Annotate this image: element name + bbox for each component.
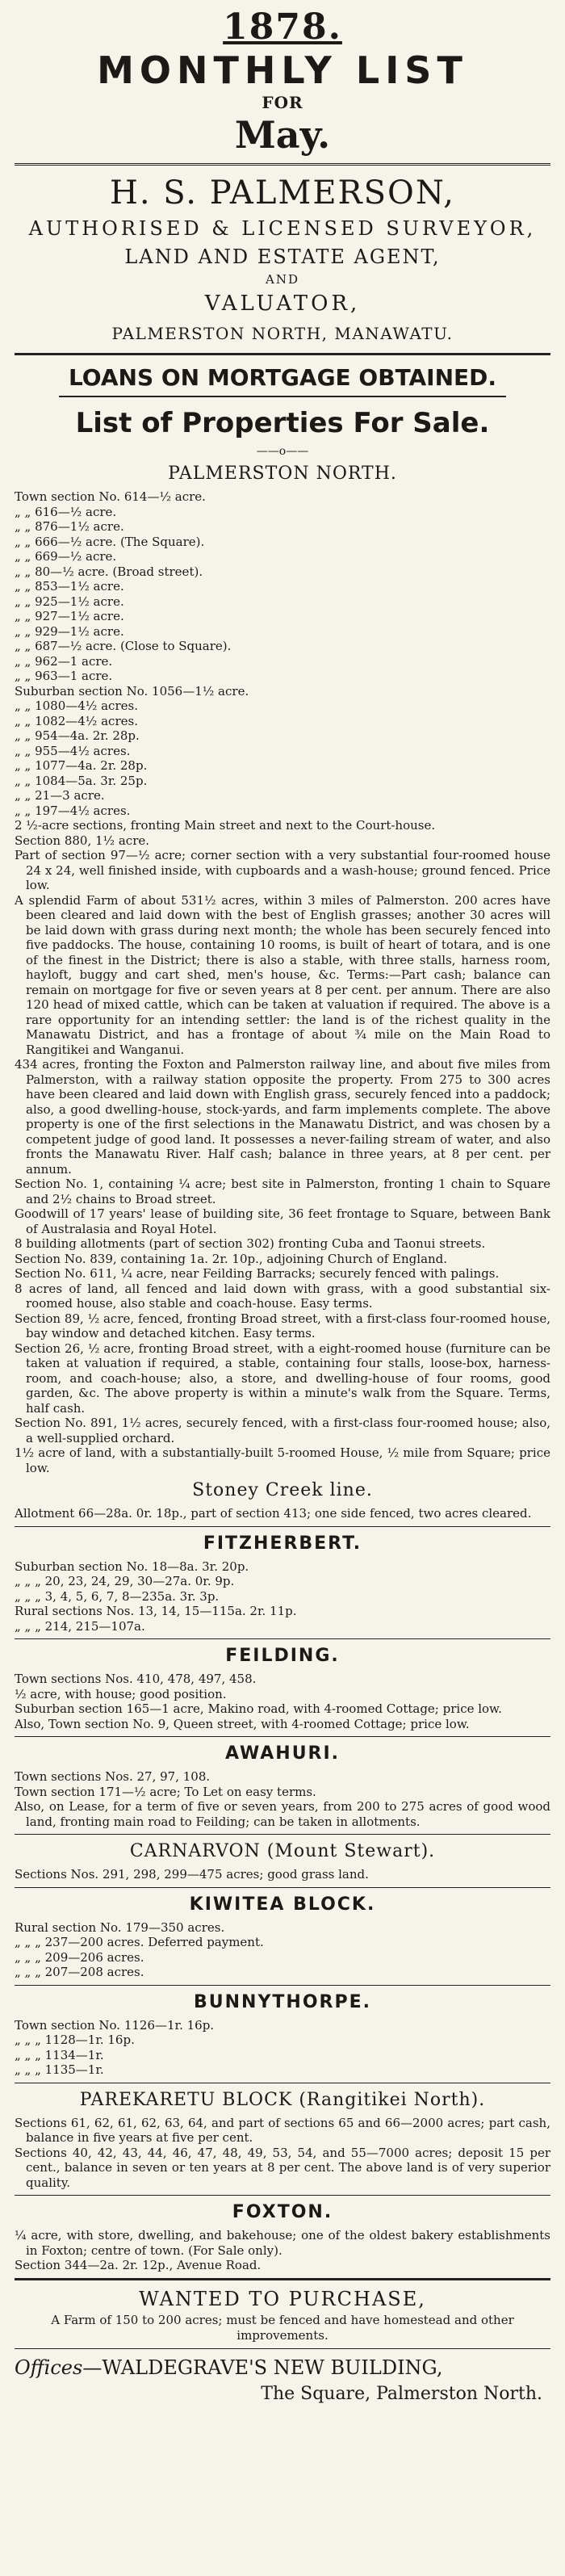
- list-item: „ „ 1082—4½ acres.: [15, 713, 138, 728]
- foxton-heading: FOXTON.: [232, 2202, 333, 2222]
- listing-paragraph: Allotment 66—28a. 0r. 18p., part of section 413; one side fenced, two acres cleared.: [15, 1506, 532, 1521]
- list-item: Also, Town section No. 9, Queen street, with 4-roomed Cottage; price low.: [15, 1716, 470, 1731]
- parekaretu-list: [15, 2116, 550, 2191]
- bunnythorpe-list: [15, 2018, 550, 2078]
- agent-land: LAND AND ESTATE AGENT,: [124, 245, 441, 268]
- ornament: ——o——: [256, 445, 309, 458]
- list-item: Town section No. 1126—1r. 16p.: [15, 2017, 215, 2033]
- listing-paragraph: 1½ acre of land, with a substantially-built 5-roomed House, ½ mile from Square; price low.: [15, 1445, 550, 1475]
- listing-paragraph: Section No. 611, ¼ acre, near Feilding Barracks; securely fenced with palings.: [15, 1266, 500, 1281]
- listing-paragraph: Section 26, ½ acre, fronting Broad street, with a eight-roomed house (furniture can be taken at valuation if required, a stable, containing four stalls, loose-box, harness-room, and coach-house; also, a store, and dwelling-house of four rooms, good garden, &c. The above property is within a minute's walk from the Square. Terms, half cash.: [15, 1340, 550, 1416]
- list-item: „ „ „ 1135—1r.: [15, 2062, 104, 2077]
- listing-paragraph: Sections 61, 62, 61, 62, 63, 64, and part of sections 65 and 66—2000 acres; part cash, balance in five years at five per cent.: [15, 2115, 550, 2145]
- wanted-text: A Farm of 150 to 200 acres; must be fenced and have homestead and other improvements.: [51, 2312, 514, 2343]
- list-item: „ „ 687—½ acre. (Close to Square).: [15, 639, 232, 653]
- list-item: „ „ „ 209—206 acres.: [15, 1949, 144, 1965]
- list-item: „ „ 927—1½ acre.: [15, 609, 124, 623]
- list-item: Suburban section No. 18—8a. 3r. 20p.: [15, 1559, 249, 1574]
- divider: [15, 1736, 550, 1737]
- kiwitea-heading: KIWITEA BLOCK.: [189, 1894, 376, 1915]
- palmerston-listings: [15, 818, 550, 1475]
- awahuri-heading: AWAHURI.: [224, 1743, 341, 1764]
- listing-paragraph: Section No. 1, containing ¼ acre; best site in Palmerston, fronting 1 chain to Square and 2½ chains to Broad street.: [15, 1177, 550, 1206]
- listing-paragraph: Sections Nos. 291, 298, 299—475 acres; good grass land.: [15, 1867, 369, 1882]
- list-item: Town section 171—½ acre; To Let on easy terms.: [15, 1784, 316, 1799]
- list-item: „ „ 962—1 acre.: [15, 653, 113, 669]
- list-item: „ „ „ 3, 4, 5, 6, 7, 8—235a. 3r. 3p.: [15, 1588, 220, 1604]
- offices-building: —WALDEGRAVE'S NEW BUILDING,: [82, 2356, 443, 2379]
- offices-address: The Square, Palmerston North.: [261, 2383, 542, 2404]
- list-item: ½ acre, with house; good position.: [15, 1686, 227, 1701]
- list-item: „ „ 955—4½ acres.: [15, 743, 131, 758]
- list-item: „ „ 963—1 acre.: [15, 669, 113, 683]
- divider: [15, 1526, 550, 1527]
- masthead: [15, 8, 550, 157]
- list-item: Town section No. 614—½ acre.: [15, 489, 206, 504]
- listing-paragraph: 8 building allotments (part of section 302) fronting Cuba and Taonui streets.: [15, 1236, 486, 1251]
- list-item: „ „ 1084—5a. 3r. 25p.: [15, 773, 148, 788]
- list-item: „ „ 80—½ acre. (Broad street).: [15, 564, 203, 579]
- wanted-heading: WANTED TO PURCHASE,: [139, 2287, 426, 2310]
- bunnythorpe-heading: BUNNYTHORPE.: [194, 1991, 371, 2012]
- divider: [15, 1638, 550, 1639]
- listing-paragraph: Section 344—2a. 2r. 12p., Avenue Road.: [15, 2258, 262, 2272]
- listing-paragraph: ¼ acre, with store, dwelling, and bakehouse; one of the oldest bakery establishments in Foxton; centre of town. (For Sale only).: [15, 2228, 550, 2258]
- divider: [15, 1834, 550, 1835]
- list-item: „ „ „ 237—200 acres. Deferred payment.: [15, 1935, 264, 1949]
- feilding-list: [15, 1672, 550, 1731]
- list-item: „ „ „ 20, 23, 24, 29, 30—27a. 0r. 9p.: [15, 1574, 235, 1588]
- list-item: „ „ 1080—4½ acres.: [15, 699, 138, 713]
- list-item: Rural sections Nos. 13, 14, 15—115a. 2r. 11p.: [15, 1604, 297, 1618]
- list-item: Suburban section 165—1 acre, Makino road, with 4-roomed Cottage; price low.: [15, 1701, 502, 1716]
- list-item: „ „ 876—1½ acre.: [15, 519, 124, 534]
- for-label: FOR: [262, 93, 303, 112]
- listing-paragraph: Also, on Lease, for a term of five or seven years, from 200 to 275 acres of good wood land, fronting main road to Feilding; can be taken in allotments.: [15, 1799, 550, 1829]
- parekaretu-heading: PAREKARETU BLOCK (Rangitikei North).: [79, 2089, 486, 2110]
- list-item: Town sections Nos. 27, 97, 108.: [15, 1769, 211, 1784]
- list-item: „ „ „ 207—208 acres.: [15, 1965, 144, 1979]
- foxton-list: [15, 2228, 550, 2273]
- listing-paragraph: Part of section 97—½ acre; corner section with a very substantial four-roomed house 24 x 24, well finished inside, with cupboards and a wash-house; ground fenced. Price low.: [15, 848, 550, 892]
- list-item: Rural section No. 179—350 acres.: [15, 1919, 225, 1935]
- listing-paragraph: 434 acres, fronting the Foxton and Palmerston railway line, and about five miles from Palmerston, with a railway station opposite the property. From 275 to 300 acres have been cleared and laid down with English grass, securely fenced into a paddock; also, a good dwelling-house, stock-yards, and farm implements complete. The above property is one of the first selections in the Manawatu District, and was chosen by a competent judge of good land. It possesses a never-failing stream of water, and also fronts the Manawatu River. Half cash; balance in three years, at 8 per cent. per annum.: [15, 1057, 550, 1177]
- listing-paragraph: A splendid Farm of about 531½ acres, within 3 miles of Palmerston. 200 acres have been cleared and laid down with the best of English grasses; another 30 acres will be laid down with grass during next month; the whole has been securely fenced into five paddocks. The house, containing 10 rooms, is built of heart of totara, and is one of the finest in the District; there is also a stable, with three stalls, harness room, hayloft, buggy and cart shed, men's house, &c. Terms:—Part cash; balance can remain on mortgage for five or seven years at 8 per cent. per annum. There are also 120 head of mixed cattle, which can be taken at valuation if required. The above is a rare opportunity for an intending settler: the land is of the richest quality in the Manawatu District, and has a frontage of about ¾ mile on the Main Road to Rangitikei and Wanganui.: [15, 892, 550, 1057]
- properties-title: List of Properties For Sale.: [75, 407, 490, 439]
- divider: [15, 163, 550, 166]
- month-heading: May.: [234, 113, 331, 157]
- list-item: „ „ „ 1134—1r.: [15, 2047, 104, 2062]
- listing-paragraph: Section 89, ½ acre, fenced, fronting Broad street, with a first-class four-roomed house, bay window and detached kitchen. Easy terms.: [15, 1311, 550, 1340]
- fitzherbert-heading: FITZHERBERT.: [203, 1533, 362, 1554]
- divider: [15, 1985, 550, 1986]
- list-item: „ „ „ 1128—1r. 16p.: [15, 2033, 135, 2047]
- agent-town: PALMERSTON NORTH, MANAWATU.: [111, 324, 454, 343]
- divider: [15, 353, 550, 355]
- list-item: „ „ 925—1½ acre.: [15, 594, 124, 609]
- stoney-creek-heading: Stoney Creek line.: [192, 1480, 373, 1500]
- awahuri-list: [15, 1769, 550, 1829]
- list-item: Suburban section No. 1056—1½ acre.: [15, 683, 249, 699]
- list-item: „ „ 616—½ acre.: [15, 504, 117, 519]
- list-item: „ „ 197—4½ acres.: [15, 803, 131, 818]
- listing-paragraph: Section No. 891, 1½ acres, securely fenced, with a first-class four-roomed house; also, a well-supplied orchard.: [15, 1416, 550, 1445]
- kiwitea-list: [15, 1920, 550, 1980]
- year-heading: 1878.: [223, 6, 342, 48]
- list-item: „ „ 1077—4a. 2r. 28p.: [15, 758, 148, 773]
- palmerston-heading: PALMERSTON NORTH.: [168, 464, 397, 484]
- listing-paragraph: 2 ½-acre sections, fronting Main street and next to the Court-house.: [15, 818, 436, 833]
- palmerston-suburban-list: [15, 684, 550, 819]
- listing-paragraph: Section 880, 1½ acre.: [15, 833, 150, 848]
- list-item: „ „ 666—½ acre. (The Square).: [15, 534, 205, 549]
- list-item: Town sections Nos. 410, 478, 497, 458.: [15, 1672, 257, 1686]
- fitzherbert-list: [15, 1559, 550, 1634]
- list-item: „ „ 929—1½ acre.: [15, 623, 124, 639]
- listing-paragraph: Sections 40, 42, 43, 44, 46, 47, 48, 49, 53, 54, and 55—7000 acres; deposit 15 per cent., balance in seven or ten years at 8 per cent. The above land is of very superior quality.: [15, 2145, 550, 2190]
- list-item: „ „ 21—3 acre.: [15, 788, 105, 803]
- divider: [15, 2348, 550, 2349]
- listing-paragraph: Section No. 839, containing 1a. 2r. 10p., adjoining Church of England.: [15, 1251, 448, 1266]
- loans-text: LOANS ON MORTGAGE OBTAINED.: [59, 360, 506, 397]
- loans-banner: [15, 360, 550, 397]
- agent-valuator: VALUATOR,: [204, 292, 361, 316]
- divider: [15, 1887, 550, 1888]
- divider: [15, 2195, 550, 2196]
- agent-and: AND: [266, 272, 299, 287]
- listing-paragraph: Goodwill of 17 years' lease of building site, 36 feet frontage to Square, between Bank of Australasia and Royal Hotel.: [15, 1206, 550, 1236]
- list-title-heading: MONTHLY LIST: [97, 48, 468, 92]
- list-item: „ „ 669—½ acre.: [15, 549, 117, 564]
- listing-paragraph: 8 acres of land, all fenced and laid down with grass, with a good substantial six-roomed house, also stable and coach-house. Easy terms.: [15, 1281, 550, 1311]
- offices-line: [15, 2354, 550, 2381]
- agent-block: [15, 172, 550, 348]
- offices-label: Offices: [15, 2356, 83, 2379]
- list-item: „ „ 954—4a. 2r. 28p.: [15, 728, 140, 743]
- divider: [15, 2278, 550, 2280]
- carnarvon-heading: CARNARVON (Mount Stewart).: [129, 1841, 436, 1861]
- palmerston-town-list: [15, 489, 550, 684]
- feilding-heading: FEILDING.: [225, 1646, 340, 1666]
- list-item: „ „ 853—1½ acre.: [15, 579, 124, 594]
- agent-name: H. S. PALMERSON,: [109, 174, 456, 212]
- list-item: „ „ „ 214, 215—107a.: [15, 1618, 145, 1634]
- agent-role: AUTHORISED & LICENSED SURVEYOR,: [28, 217, 537, 240]
